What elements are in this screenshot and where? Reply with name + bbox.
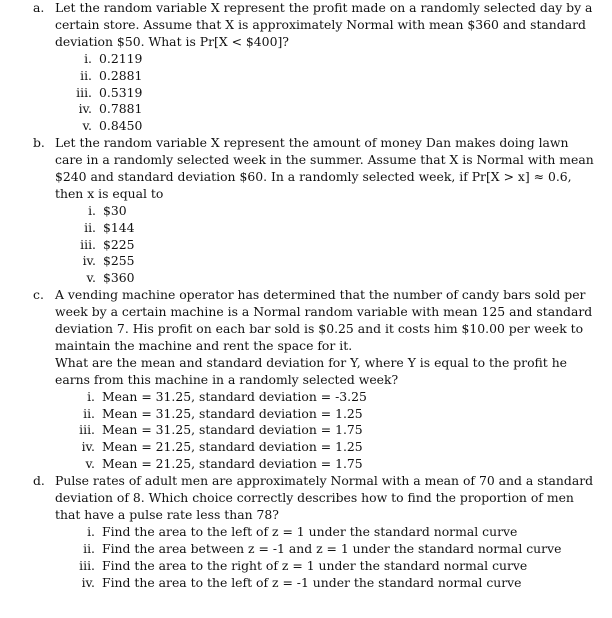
question-paragraph: Pulse rates of adult men are approximately Normal with a mean of 70 and a standard deviation of 8. Which choice correctly describes how to find the proportion of men that have a pulse rate less than 78?	[55, 473, 594, 522]
option-text: Find the area to the left of z = 1 under the standard normal curve	[102, 523, 518, 539]
option-list	[79, 523, 598, 592]
option-item	[88, 202, 598, 220]
option-text: 0.2881	[99, 67, 143, 83]
option-numeral: i.	[87, 388, 95, 404]
option-numeral: ii.	[83, 540, 95, 556]
option-text: $225	[103, 236, 135, 252]
option-item	[79, 422, 598, 439]
option-numeral: v.	[82, 118, 92, 134]
option-text: Mean = 21.25, standard deviation = 1.75	[102, 456, 363, 472]
option-text: Mean = 31.25, standard deviation = 1.75	[102, 422, 363, 438]
option-item	[85, 456, 598, 473]
option-list	[76, 50, 598, 135]
question-paragraph: What are the mean and standard deviation for Y, where Y is equal to the profit he earns from this machine in a randomly selected week?	[55, 354, 568, 387]
option-text: Mean = 31.25, standard deviation = 1.25	[102, 405, 363, 421]
option-item	[83, 405, 598, 423]
question-text	[55, 473, 598, 524]
option-item	[83, 540, 598, 558]
question-c	[0, 287, 612, 473]
option-text: $360	[103, 270, 135, 286]
option-text: Find the area between z = -1 and z = 1 under the standard normal curve	[102, 540, 562, 556]
option-numeral: ii.	[83, 405, 95, 421]
option-list	[79, 388, 598, 473]
option-numeral: v.	[85, 456, 95, 472]
question-letter: d.	[33, 473, 45, 489]
option-numeral: iv.	[78, 101, 92, 117]
option-item	[78, 101, 598, 118]
option-numeral: ii.	[84, 219, 96, 235]
option-numeral: iv.	[81, 439, 95, 455]
option-text: $30	[103, 202, 127, 218]
question-d	[0, 473, 612, 591]
option-numeral: i.	[87, 523, 95, 539]
option-numeral: iii.	[80, 236, 96, 252]
option-item	[82, 253, 598, 270]
question-text	[55, 135, 598, 203]
question-b	[0, 135, 612, 287]
option-item	[81, 574, 598, 592]
option-numeral: iv.	[81, 574, 95, 590]
option-text: $255	[103, 253, 135, 269]
question-letter: a.	[33, 0, 45, 15]
option-numeral: iii.	[79, 422, 95, 438]
option-text: Mean = 21.25, standard deviation = 1.25	[102, 439, 363, 455]
option-item	[86, 270, 598, 287]
question-paragraph: A vending machine operator has determined that the number of candy bars sold per week by a certain machine is a Normal random variable with mean 125 and standard deviation 7. His profit on each bar sold is $0.25 and it costs him $10.00 per week to maintain the machine and rent the space for it.	[55, 287, 593, 353]
question-letter: b.	[33, 135, 45, 151]
option-item	[82, 118, 598, 135]
option-item	[80, 236, 598, 254]
option-numeral: ii.	[80, 67, 92, 83]
question-letter: c.	[33, 287, 44, 303]
option-item	[80, 67, 598, 85]
question-a	[0, 0, 612, 135]
option-text: $144	[103, 219, 135, 235]
option-item	[84, 50, 598, 68]
option-numeral: i.	[88, 202, 96, 218]
option-numeral: iii.	[79, 557, 95, 573]
question-text	[55, 287, 598, 388]
option-numeral: iv.	[82, 253, 96, 269]
question-paragraph: Let the random variable X represent the amount of money Dan makes doing lawn care in a randomly selected week in the summer. Assume that X is Normal with mean $240 and standard deviation $60. In a randomly selected week, if Pr[X > x] ≈ 0.6, then x is equal to	[55, 135, 594, 201]
option-item	[81, 439, 598, 456]
option-text: 0.5319	[99, 84, 143, 100]
option-text: 0.2119	[99, 50, 143, 66]
option-text: 0.8450	[99, 118, 143, 134]
option-text: Find the area to the left of z = -1 under the standard normal curve	[102, 574, 522, 590]
option-numeral: iii.	[76, 84, 92, 100]
option-item	[84, 219, 598, 237]
option-item	[87, 388, 598, 406]
option-text: Mean = 31.25, standard deviation = -3.25	[102, 388, 367, 404]
question-text	[55, 0, 598, 51]
option-text: 0.7881	[99, 101, 143, 117]
question-paragraph: Let the random variable X represent the profit made on a randomly selected day by a certain store. Assume that X is approximately Normal with mean $360 and standard deviation $50. What is Pr[X < $400]?	[55, 0, 593, 49]
option-item	[87, 523, 598, 541]
option-item	[76, 84, 598, 102]
option-item	[79, 557, 598, 575]
option-text: Find the area to the right of z = 1 under the standard normal curve	[102, 557, 528, 573]
option-numeral: v.	[86, 270, 96, 286]
option-list	[80, 202, 598, 287]
option-numeral: i.	[84, 50, 92, 66]
